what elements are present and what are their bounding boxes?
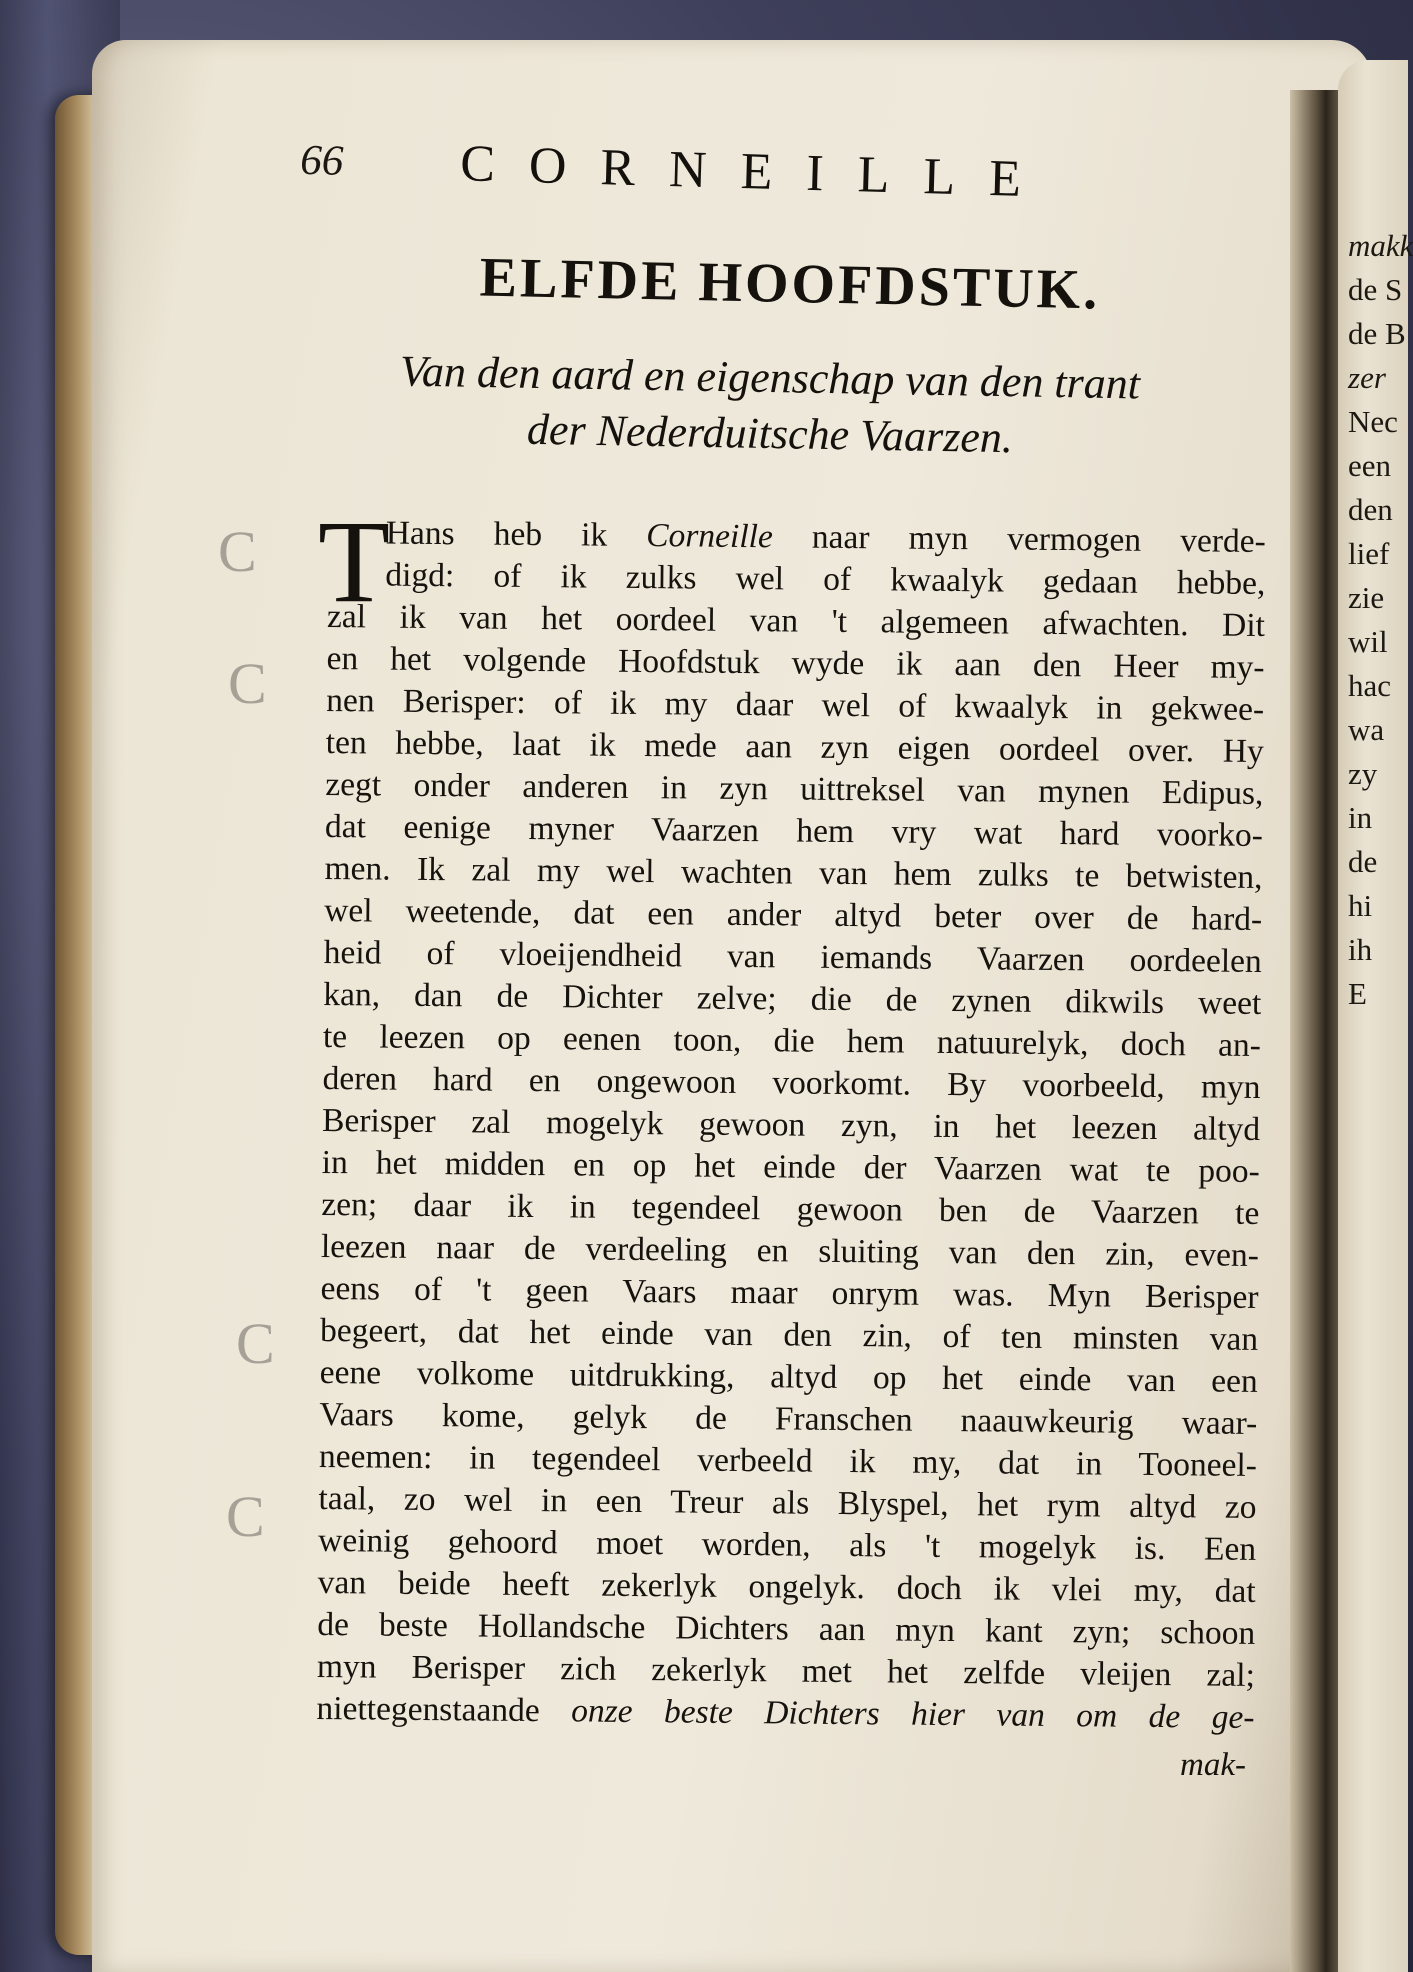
- text-line: deren hard en ongewoon voorkomt. By voorbeeld, myn: [322, 1059, 1261, 1106]
- next-page-line: een: [1348, 448, 1392, 483]
- text-line: zal ik van het oordeel van 't algemeen afwachten. Dit: [326, 597, 1266, 644]
- text-line: te leezen op eenen toon, die hem natuurelyk, doch an-: [322, 1017, 1262, 1064]
- page-number: 66: [299, 136, 344, 185]
- text-line: wel weetende, dat een ander altyd beter over de hard-: [323, 891, 1263, 938]
- text-fragment: naar myn vermogen verde-: [772, 518, 1266, 561]
- text-line: kan, dan de Dichter zelve; die de zynen dikwils weet: [323, 975, 1262, 1022]
- margin-mark: C: [226, 1484, 265, 1549]
- next-page-line: hi: [1348, 888, 1373, 923]
- text-line: [316, 1688, 1254, 1739]
- next-page-line: wil: [1348, 624, 1388, 659]
- next-page-line: zie: [1348, 580, 1385, 615]
- next-page-line: makk: [1348, 228, 1413, 263]
- text-line: Berisper zal mogelyk gewoon zyn, in het leezen altyd: [321, 1101, 1261, 1148]
- text-line: van beide heeft zekerlyk ongelyk. doch ik vlei my, dat: [317, 1563, 1256, 1610]
- text-line: neemen: in tegendeel verbeeld ik my, dat in Tooneel-: [318, 1437, 1258, 1484]
- text-line: leezen naar de verdeeling en sluiting van den zin, even-: [320, 1227, 1260, 1274]
- next-page-line: wa: [1348, 712, 1385, 747]
- text-line: digd: of ik zulks wel of kwaalyk gedaan hebbe,: [385, 556, 1266, 603]
- text-line: ten hebbe, laat ik mede aan zyn eigen oordeel over. Hy: [325, 723, 1264, 770]
- text-line: heid of vloeijendheid van iemands Vaarzen oordeelen: [323, 933, 1262, 980]
- next-page-line: in: [1348, 800, 1373, 835]
- text-line: de beste Hollandsche Dichters aan myn kant zyn; schoon: [317, 1605, 1256, 1652]
- running-title: CORNEILLE: [459, 135, 1056, 209]
- margin-mark: C: [228, 651, 267, 716]
- text-line: eene volkome uitdrukking, altyd op het einde van een: [319, 1353, 1258, 1400]
- next-page-line: zy: [1348, 756, 1378, 791]
- text-line: taal, zo wel in een Treur als Blyspel, het rym altyd zo: [318, 1479, 1257, 1526]
- chapter-subtitle-line-1: Van den aard en eigenschap van den trant: [399, 346, 1141, 409]
- next-page-line: zer: [1348, 360, 1386, 395]
- text-fragment: Hans heb ik: [385, 514, 647, 555]
- text-fragment: niettegenstaande: [316, 1689, 572, 1730]
- text-line: in het midden en op het einde der Vaarzen wat te poo-: [321, 1143, 1260, 1190]
- drop-cap: T: [318, 496, 391, 627]
- text-line: weinig gehoord moet worden, als 't mogelyk is. Een: [317, 1521, 1257, 1568]
- text-line: eens of 't geen Vaars maar onrym was. Myn Berisper: [320, 1269, 1259, 1316]
- next-page-line: hac: [1348, 668, 1392, 703]
- italic-phrase: onze beste Dichters hier van om de ge-: [570, 1692, 1255, 1736]
- text-line: zen; daar ik in tegendeel gewoon ben de Vaarzen te: [321, 1185, 1260, 1232]
- text-line: begeert, dat het einde van den zin, of ten minsten van: [319, 1311, 1259, 1358]
- text-line: dat eenige myner Vaarzen hem vry wat hard voorko-: [324, 807, 1264, 854]
- next-page-line: de B: [1348, 316, 1406, 351]
- chapter-heading: ELFDE HOOFDSTUK.: [479, 246, 1101, 322]
- next-page-line: den: [1348, 492, 1393, 527]
- next-page-line: E: [1348, 976, 1367, 1011]
- text-line: nen Berisper: of ik my daar wel of kwaalyk in gekwee-: [326, 681, 1265, 728]
- next-page-line: de: [1348, 844, 1378, 879]
- italic-name: Corneille: [646, 517, 773, 556]
- book-page-right: [1338, 60, 1413, 1972]
- margin-mark: C: [236, 1311, 275, 1376]
- next-page-line: lief: [1348, 536, 1390, 571]
- text-line: Vaars kome, gelyk de Franschen naauwkeurig waar-: [319, 1395, 1258, 1442]
- text-line: en het volgende Hoofdstuk wyde ik aan den Heer my-: [326, 639, 1265, 686]
- next-page-line: ih: [1348, 932, 1373, 967]
- next-page-line: de S: [1348, 272, 1403, 307]
- chapter-subtitle-line-2: der Nederduitsche Vaarzen.: [526, 404, 1014, 463]
- margin-mark: C: [218, 519, 257, 584]
- text-line: men. Ik zal my wel wachten van hem zulks te betwisten,: [324, 849, 1263, 896]
- text-line: myn Berisper zich zekerlyk met het zelfde vleijen zal;: [316, 1647, 1256, 1694]
- catchword: mak-: [1180, 1747, 1246, 1783]
- text-line: zegt onder anderen in zyn uittreksel van mynen Edipus,: [325, 765, 1264, 812]
- next-page-line: Nec: [1348, 404, 1398, 439]
